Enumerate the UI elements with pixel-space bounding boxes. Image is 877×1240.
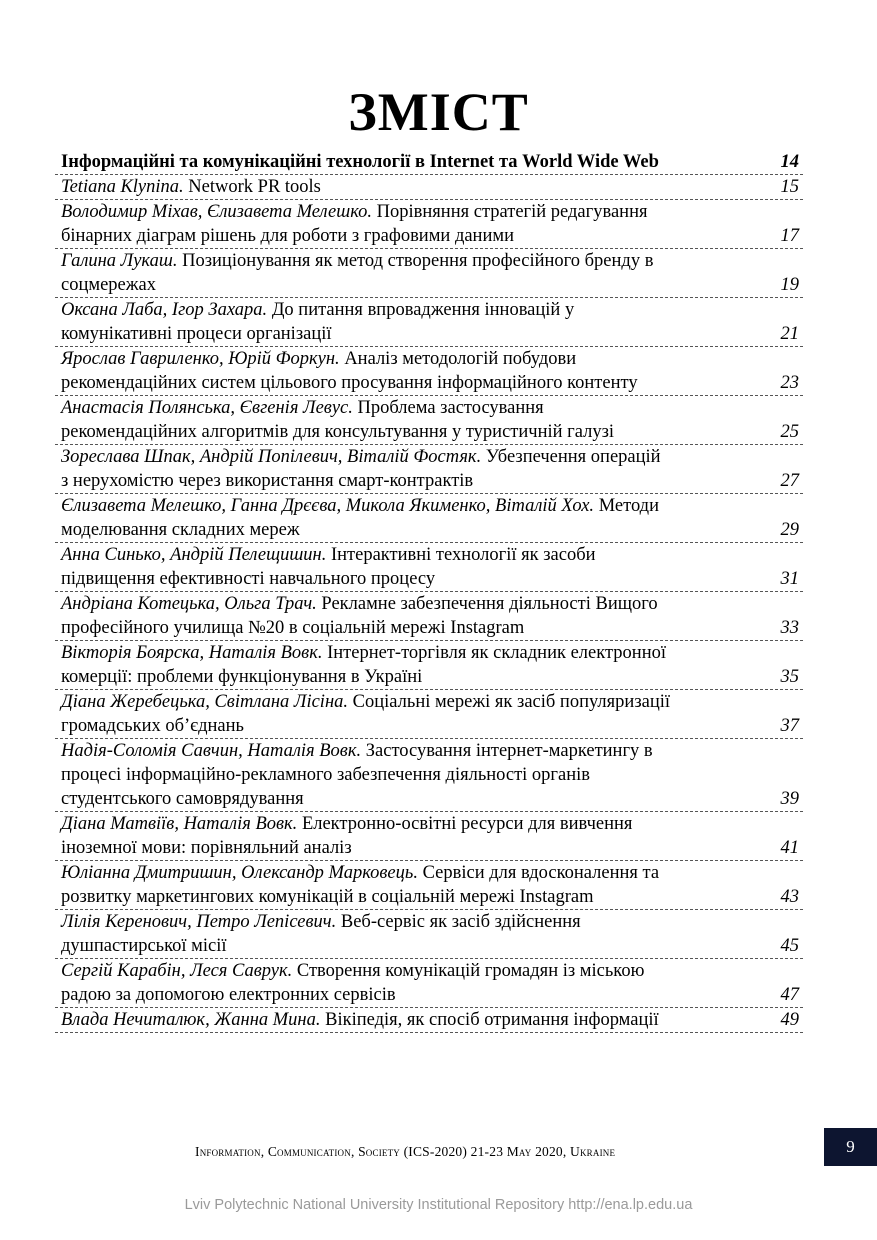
toc-entry-title-line: студентського самоврядування: [61, 789, 304, 809]
toc-entry[interactable]: [55, 200, 803, 249]
toc-entry[interactable]: [55, 1008, 803, 1033]
toc-entry-title-line: моделювання складних мереж: [61, 520, 300, 540]
toc-entry-title-line: Соціальні мережі як засіб популяризації: [352, 692, 671, 712]
toc-entry-title-line: Створення комунікацій громадян із міською: [296, 961, 645, 981]
toc-entry-authors: Вікторія Боярска, Наталія Вовк.: [61, 643, 323, 663]
toc-entry-title-line: Інтернет-торгівля як складник електронної: [327, 643, 666, 663]
toc-entry-authors: Надія-Соломія Савчин, Наталія Вовк.: [61, 741, 362, 761]
toc-entry[interactable]: [55, 298, 803, 347]
toc-entry-authors: Галина Лукаш.: [61, 251, 178, 271]
toc-entry[interactable]: [55, 543, 803, 592]
toc-entry-text: [55, 812, 769, 860]
toc-entry-text: [55, 347, 769, 395]
toc-entry[interactable]: [55, 592, 803, 641]
toc-entry-title-line: рекомендаційних систем цільового просування інформаційного контенту: [61, 373, 638, 393]
toc-entry[interactable]: [55, 175, 803, 200]
toc-entry-page-number: 37: [780, 716, 799, 736]
toc-entry[interactable]: [55, 396, 803, 445]
toc-entry-title-line: Рекламне забезпечення діяльності Вищого: [321, 594, 658, 614]
toc-entry-text: [55, 910, 769, 958]
toc-entry-text: [55, 959, 769, 1007]
toc-entry-authors: Ярослав Гавриленко, Юрій Форкун.: [61, 349, 340, 369]
toc-entry-authors: Анастасія Полянська, Євгенія Левус.: [61, 398, 353, 418]
toc-entry[interactable]: [55, 494, 803, 543]
toc-entry-authors: Анна Синько, Андрій Пелещишин.: [61, 545, 327, 565]
toc-entry-page-number: 35: [780, 667, 799, 687]
toc-entry-title-line: Проблема застосування: [357, 398, 544, 418]
toc-entry-text: [55, 298, 769, 346]
toc-entry-authors: Tetiana Klynina.: [61, 177, 184, 197]
toc-entry[interactable]: [55, 445, 803, 494]
toc-entry[interactable]: [55, 739, 803, 812]
toc-entry-title-line: іноземної мови: порівняльний аналіз: [61, 838, 352, 858]
toc-entry-authors: Андріана Котецька, Ольга Трач.: [61, 594, 317, 614]
section-heading-text: Інформаційні та комунікаційні технології в Internet та World Wide Web: [61, 152, 659, 172]
toc-entries: [55, 175, 803, 1033]
toc-entry-page-number: 47: [780, 985, 799, 1005]
toc-entry-title-line: бінарних діаграм рішень для роботи з графовими даними: [61, 226, 514, 246]
toc-entry-title-line: Network PR tools: [188, 177, 321, 197]
toc-entry-title-line: процесі інформаційно-рекламного забезпечення діяльності органів: [61, 765, 591, 785]
toc-entry-text: [55, 396, 769, 444]
toc-entry-title-line: Електронно-освітні ресурси для вивчення: [301, 814, 633, 834]
toc-entry-authors: Сергій Карабін, Леся Саврук.: [61, 961, 293, 981]
toc-entry-page-number: 21: [780, 324, 799, 344]
toc-entry-authors: Діана Матвіїв, Наталія Вовк.: [61, 814, 298, 834]
toc-entry-page-number: 49: [780, 1010, 799, 1030]
toc-entry-page-number: 31: [780, 569, 799, 589]
toc-entry[interactable]: [55, 641, 803, 690]
toc-entry-title-line: соцмережах: [61, 275, 156, 295]
toc-entry-page-number: 23: [780, 373, 799, 393]
toc-entry-text: [55, 445, 769, 493]
toc-entry-authors: Лілія Керенович, Петро Лепісевич.: [61, 912, 337, 932]
toc-entry-title-line: Сервіси для вдосконалення та: [422, 863, 660, 883]
toc-entry-page-number: 27: [780, 471, 799, 491]
toc-entry[interactable]: [55, 347, 803, 396]
toc-entry-title-line: душпастирської місії: [61, 936, 227, 956]
toc-entry[interactable]: [55, 910, 803, 959]
toc-entry-title-line: розвитку маркетингових комунікацій в соціальній мережі Instagram: [61, 887, 594, 907]
toc-entry-text: [55, 543, 769, 591]
toc-entry-title-line: комунікативні процеси організації: [61, 324, 332, 344]
toc-entry[interactable]: [55, 249, 803, 298]
toc-entry-title-line: Аналіз методологій побудови: [344, 349, 577, 369]
toc-entry-page-number: 39: [780, 789, 799, 809]
toc-entry-title-line: Інтерактивні технології як засоби: [330, 545, 596, 565]
toc-entry-text: [55, 739, 769, 811]
toc-entry-title-line: Методи: [598, 496, 659, 516]
toc-entry-text: [55, 1008, 769, 1032]
toc-entry-title-line: рекомендаційних алгоритмів для консультування у туристичній галузі: [61, 422, 615, 442]
toc-entry-page-number: 29: [780, 520, 799, 540]
toc-entry-title-line: Порівняння стратегій редагування: [376, 202, 648, 222]
toc-entry[interactable]: [55, 959, 803, 1008]
toc-entry-text: [55, 175, 769, 199]
toc-entry-authors: Оксана Лаба, Ігор Захара.: [61, 300, 268, 320]
toc-entry-title-line: До питання впровадження інновацій у: [271, 300, 575, 320]
toc-entry-page-number: 45: [780, 936, 799, 956]
toc-section-heading[interactable]: [55, 150, 803, 175]
toc-entry-text: [55, 494, 769, 542]
toc-entry-page-number: 41: [780, 838, 799, 858]
toc-entry-authors: Єлизавета Мелешко, Ганна Дрєєва, Микола Якименко, Віталій Хох.: [61, 496, 595, 516]
toc-entry-title-line: Вікіпедія, як спосіб отримання інформації: [325, 1010, 659, 1030]
toc-entry-page-number: 15: [780, 177, 799, 197]
toc-entry-text: [55, 200, 769, 248]
page-number-badge: 9: [824, 1128, 877, 1166]
toc-entry-page-number: 43: [780, 887, 799, 907]
toc-entry-title-line: підвищення ефективності навчального процесу: [61, 569, 436, 589]
toc-entry-authors: Юліанна Дмитришин, Олександр Марковець.: [61, 863, 418, 883]
toc-entry-title-line: Убезпечення операцій: [485, 447, 661, 467]
toc-entry-title-line: професійного училища №20 в соціальній мережі Instagram: [61, 618, 525, 638]
toc-entry-authors: Зореслава Шпак, Андрій Попілевич, Віталій Фостяк.: [61, 447, 482, 467]
toc-entry-title-line: Застосування інтернет-маркетингу в: [365, 741, 653, 761]
toc-entry-text: [55, 592, 769, 640]
toc-entry-text: [55, 249, 769, 297]
page-title: ЗМІСТ: [348, 82, 529, 142]
toc-entry-authors: Володимир Міхав, Єлизавета Мелешко.: [61, 202, 373, 222]
toc-entry[interactable]: [55, 812, 803, 861]
toc-entry-page-number: 17: [780, 226, 799, 246]
toc-entry-title-line: Позиціонування як метод створення професійного бренду в: [182, 251, 654, 271]
toc-entry-title-line: радою за допомогою електронних сервісів: [61, 985, 396, 1005]
table-of-contents: [55, 150, 803, 1033]
repository-link[interactable]: Lviv Polytechnic National University Institutional Repository http://ena.lp.edu.ua: [184, 1197, 693, 1213]
toc-entry-authors: Влада Нечиталюк, Жанна Мина.: [61, 1010, 321, 1030]
toc-entry-page-number: 33: [780, 618, 799, 638]
footer-conference: Information, Communication, Society (ICS-2020) 21-23 May 2020, Ukraine: [195, 1144, 616, 1159]
toc-entry[interactable]: [55, 861, 803, 910]
toc-entry-page-number: 19: [780, 275, 799, 295]
toc-entry-title-line: Веб-сервіс як засіб здійснення: [340, 912, 581, 932]
toc-entry-page-number: 25: [780, 422, 799, 442]
toc-entry-text: [55, 641, 769, 689]
toc-entry-authors: Діана Жеребецька, Світлана Лісіна.: [61, 692, 349, 712]
toc-entry-title-line: громадських об’єднань: [61, 716, 244, 736]
toc-entry[interactable]: [55, 690, 803, 739]
toc-entry-title-line: з нерухомістю через використання смарт-контрактів: [61, 471, 474, 491]
toc-entry-text: [55, 861, 769, 909]
toc-entry-title-line: комерції: проблеми функціонування в Україні: [61, 667, 423, 687]
section-page-number: 14: [780, 152, 799, 172]
toc-entry-text: [55, 690, 769, 738]
